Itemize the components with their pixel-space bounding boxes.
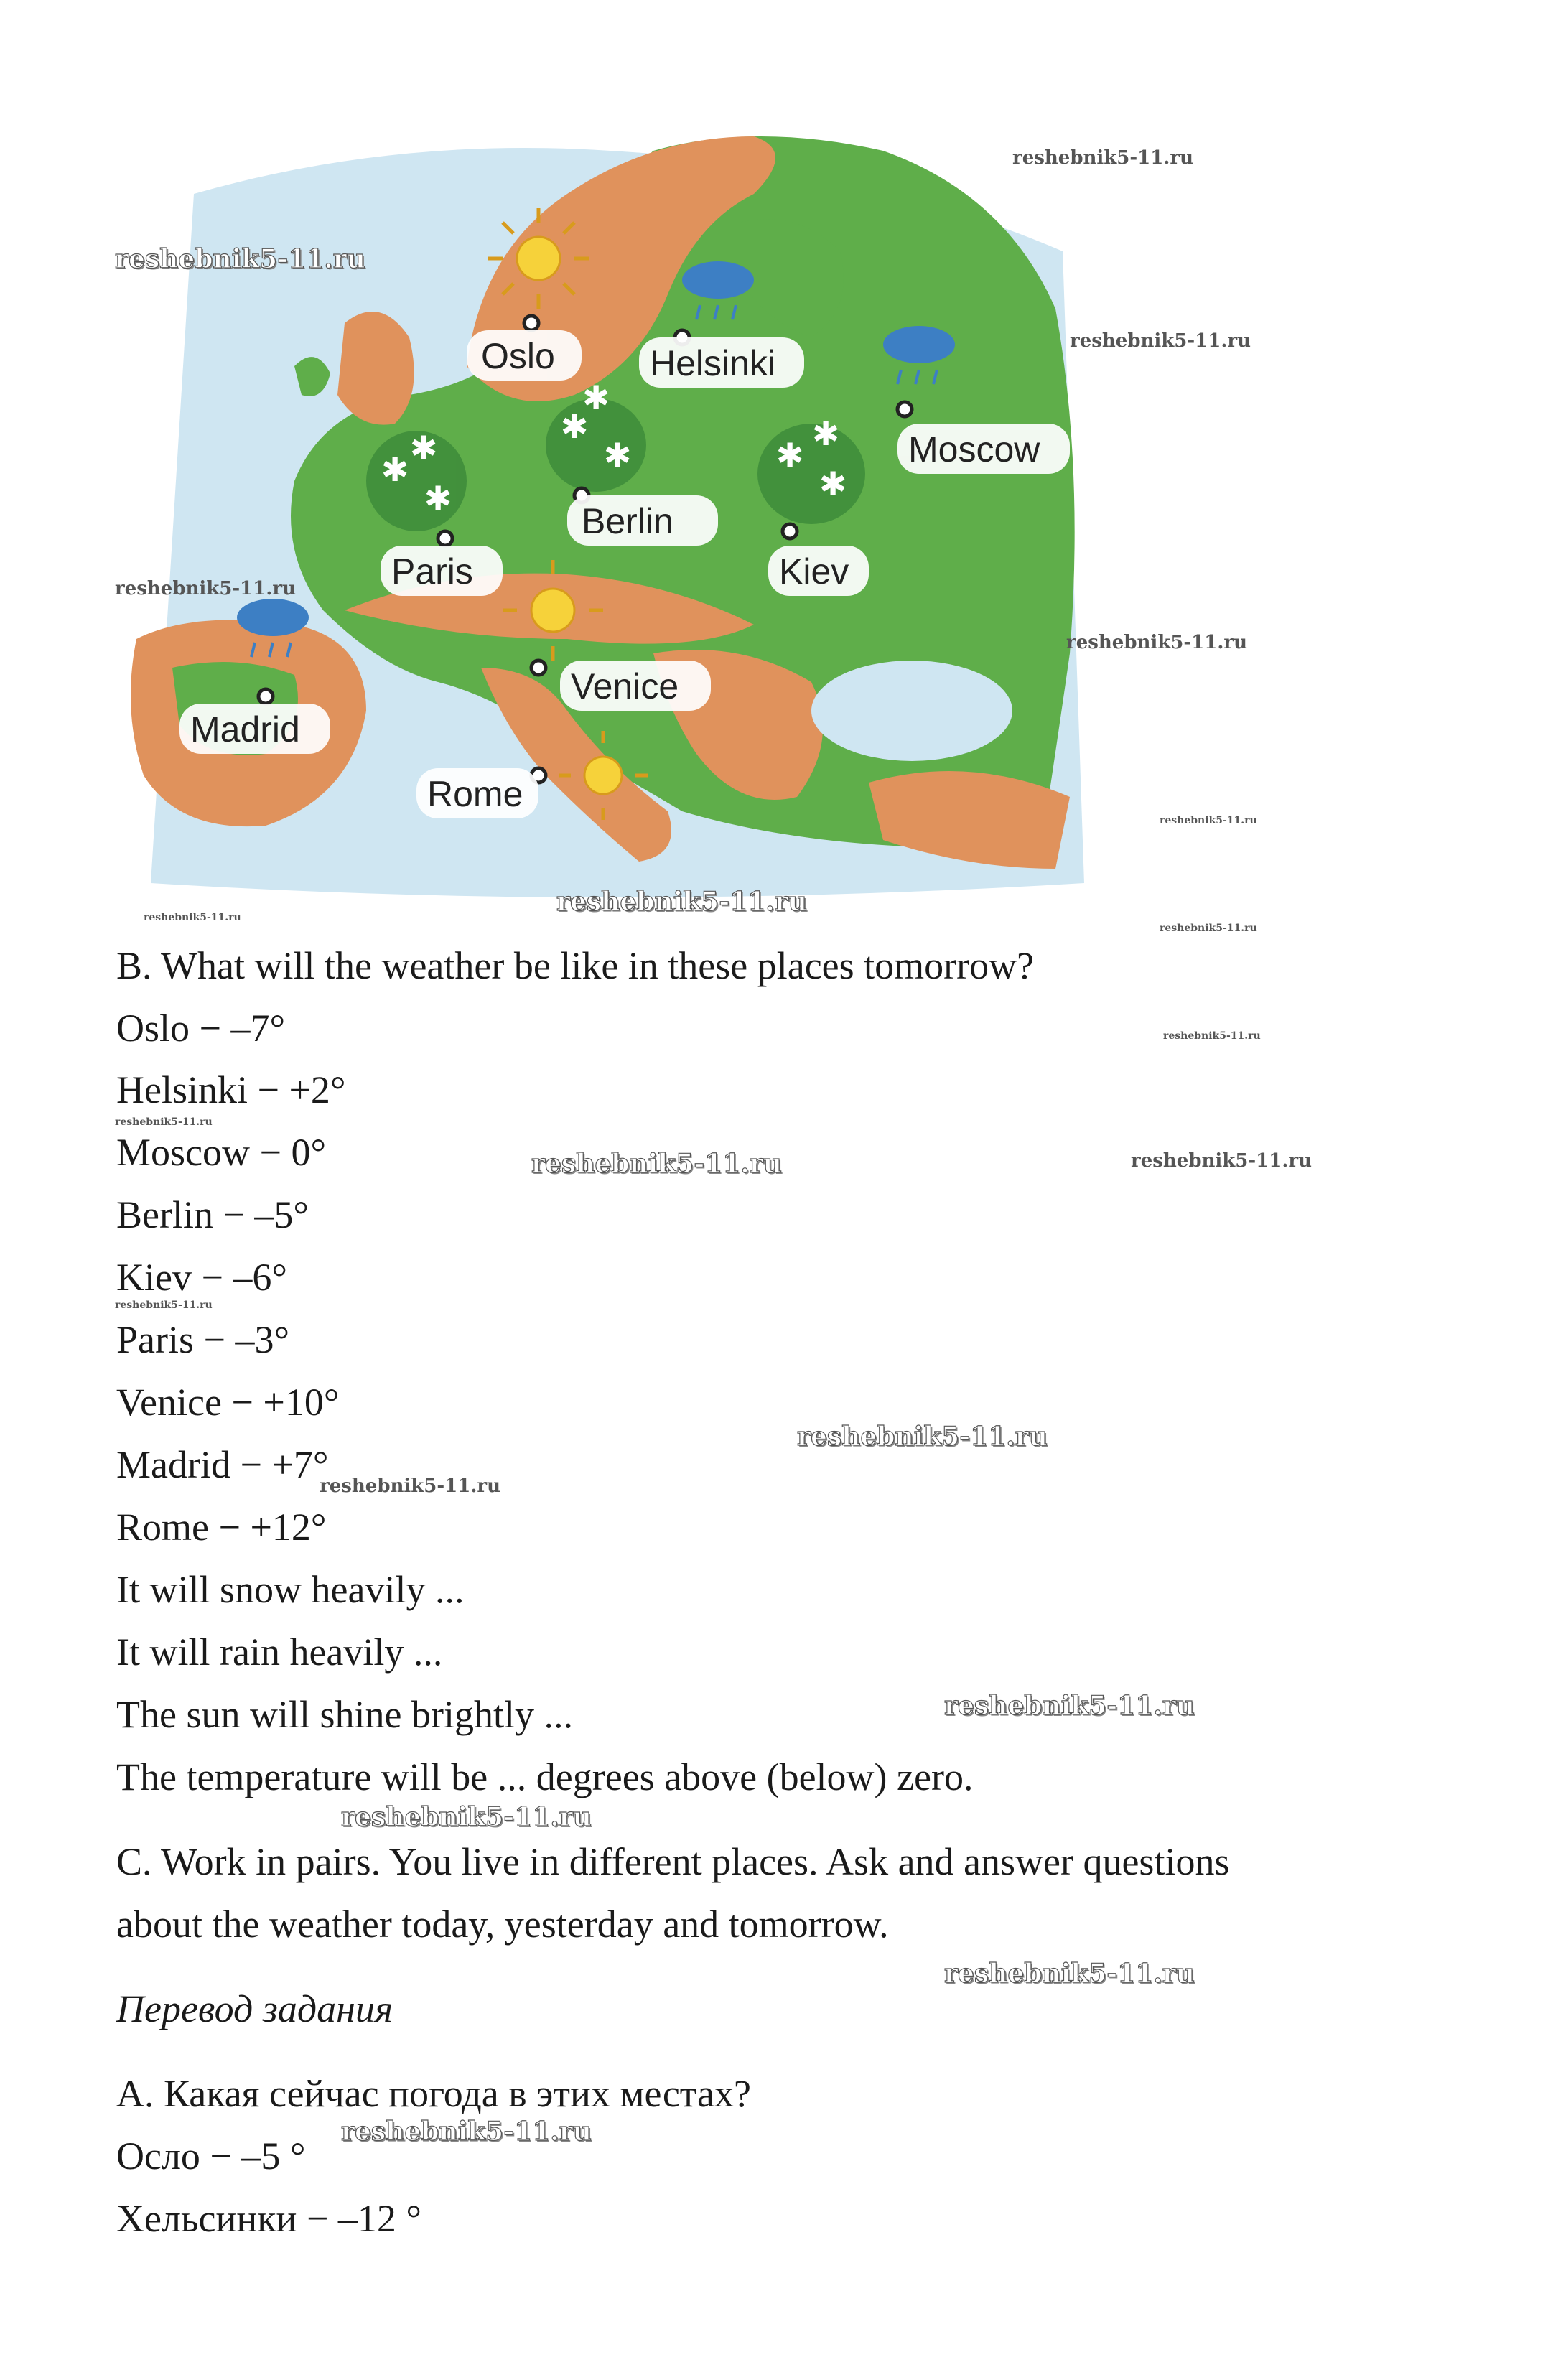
- watermark: reshebnik5-11.ru: [531, 1149, 782, 1179]
- translation-item: Хельсинки − –12 °: [116, 2197, 421, 2240]
- forecast-line: Venice − +10°: [116, 1381, 340, 1424]
- forecast-line: Oslo − –7°: [116, 1007, 286, 1050]
- watermark: reshebnik5-11.ru: [944, 1691, 1195, 1721]
- svg-text:✱: ✱: [381, 450, 409, 489]
- svg-text:✱: ✱: [775, 436, 804, 475]
- forecast-line: Helsinki − +2°: [116, 1068, 346, 1111]
- phrase-line: It will rain heavily ...: [116, 1630, 443, 1674]
- phrase-line: The temperature will be ... degrees above (below) zero.: [116, 1755, 974, 1798]
- svg-text:✱: ✱: [811, 414, 840, 453]
- svg-text:✱: ✱: [603, 436, 632, 475]
- watermark: reshebnik5-11.ru: [144, 912, 241, 923]
- city-label-rome: Rome: [427, 774, 523, 814]
- translation-heading: А. Какая сейчас погода в этих местах?: [116, 2072, 751, 2115]
- watermark: reshebnik5-11.ru: [1131, 1150, 1312, 1172]
- watermark: reshebnik5-11.ru: [115, 578, 297, 599]
- watermark: reshebnik5-11.ru: [115, 1116, 213, 1128]
- forecast-line: Moscow − 0°: [116, 1131, 327, 1174]
- watermark: reshebnik5-11.ru: [1160, 815, 1257, 826]
- translation-title: Перевод задания: [116, 1987, 393, 2030]
- city-label-berlin: Berlin: [582, 501, 673, 541]
- section-c-line-1: C. Work in pairs. You live in different places. Ask and answer questions: [116, 1840, 1230, 1883]
- watermark: reshebnik5-11.ru: [1163, 1030, 1261, 1042]
- section-c-line-2: about the weather today, yesterday and tomorrow.: [116, 1903, 889, 1946]
- watermark: reshebnik5-11.ru: [320, 1475, 501, 1497]
- section-b-heading: B. What will the weather be like in these places tomorrow?: [116, 944, 1035, 987]
- watermark: reshebnik5-11.ru: [1070, 330, 1251, 352]
- svg-text:✱: ✱: [424, 479, 452, 518]
- city-label-kiev: Kiev: [779, 551, 849, 592]
- city-label-venice: Venice: [571, 666, 679, 706]
- phrase-line: It will snow heavily ...: [116, 1568, 465, 1611]
- watermark: reshebnik5-11.ru: [797, 1422, 1048, 1452]
- city-label-moscow: Moscow: [908, 429, 1040, 470]
- forecast-line: Berlin − –5°: [116, 1193, 309, 1236]
- forecast-line: Kiev − –6°: [116, 1256, 288, 1299]
- europe-weather-map: [108, 108, 1099, 919]
- watermark: reshebnik5-11.ru: [1066, 632, 1248, 653]
- phrase-line: The sun will shine brightly ...: [116, 1693, 573, 1736]
- forecast-line: Rome − +12°: [116, 1506, 327, 1549]
- watermark: reshebnik5-11.ru: [341, 1802, 592, 1832]
- svg-text:✱: ✱: [819, 465, 847, 503]
- translation-item: Осло − –5 °: [116, 2134, 306, 2178]
- city-label-oslo: Oslo: [481, 336, 555, 376]
- svg-text:✱: ✱: [409, 429, 438, 467]
- forecast-line: Paris − –3°: [116, 1318, 290, 1361]
- watermark: reshebnik5-11.ru: [115, 244, 365, 274]
- watermark: reshebnik5-11.ru: [1012, 147, 1194, 169]
- watermark: reshebnik5-11.ru: [115, 1299, 213, 1311]
- watermark: reshebnik5-11.ru: [944, 1959, 1195, 1989]
- city-label-helsinki: Helsinki: [650, 343, 776, 383]
- forecast-line: Madrid − +7°: [116, 1443, 329, 1486]
- watermark: reshebnik5-11.ru: [341, 2117, 592, 2147]
- city-label-paris: Paris: [391, 551, 473, 592]
- watermark: reshebnik5-11.ru: [1160, 923, 1257, 934]
- city-label-madrid: Madrid: [190, 709, 300, 750]
- svg-text:✱: ✱: [560, 407, 589, 446]
- svg-text:✱: ✱: [582, 378, 610, 417]
- watermark: reshebnik5-11.ru: [556, 887, 807, 917]
